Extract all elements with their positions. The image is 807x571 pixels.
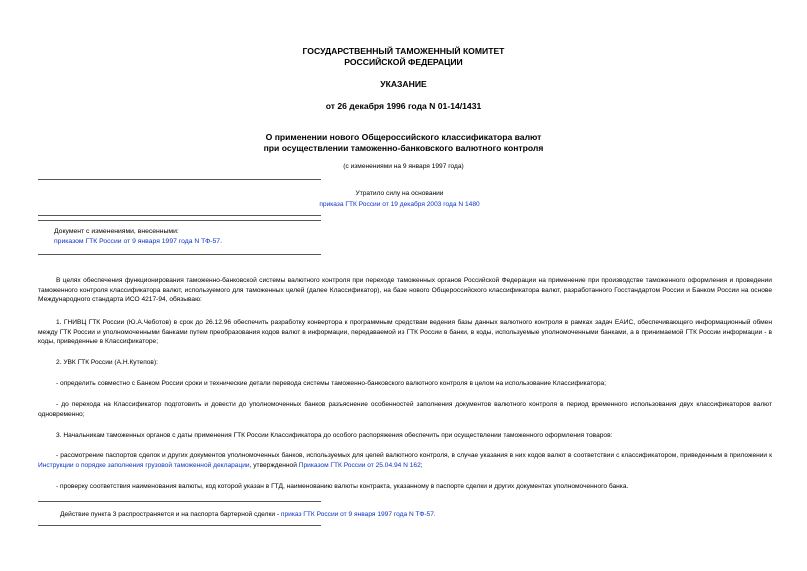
footnote bbox=[60, 510, 436, 519]
org-name-line1: ГОСУДАРСТВЕННЫЙ ТАМОЖЕННЫЙ КОМИТЕТ bbox=[302, 46, 505, 56]
item-3b-paragraph: - проверку соответствия наименования валюты, код которой указан в ГТД, наименованию валюты контракта, указанному в паспорте сделки и других документах уполномоченного банка. bbox=[56, 483, 629, 490]
document-date: от 26 декабря 1996 года N 01-14/1431 bbox=[325, 101, 482, 111]
repeal-order-link[interactable]: приказа ГТК России от 19 декабря 2003 года N 1480 bbox=[319, 201, 480, 208]
gtd-instruction-link[interactable]: Инструкции о порядке заполнения грузовой таможенной декларации bbox=[38, 461, 250, 469]
org-name-line2: РОССИЙСКОЙ ФЕДЕРАЦИИ bbox=[344, 57, 463, 67]
item-2-paragraph: 2. УВК ГТК России (А.Н.Кутепов): bbox=[56, 359, 158, 366]
item-3-paragraph: 3. Начальникам таможенных органов с даты применения ГТК России Классификатора до особого распоряжения обеспечить при осуществлении таможенного оформления товаров: bbox=[56, 432, 613, 439]
divider-rule bbox=[38, 254, 321, 255]
item-1-paragraph: 1. ГНИВЦ ГТК России (Ю.А.Чеботов) в срок до 26.12.96 обеспечить разработку конвертора к программным средствам ведения базы данных валютного контроля в рамках задач ЕАИС, обеспечивающего информационный обмен между ГТК России и уполномоченными банками путем преобразования кодов валют в информации, передаваемой из ГТК России в банки, в коды, используемые уполномоченными банками, а в принимаемой ГТК России информации - в коды, приведенные в Классификаторе; bbox=[38, 319, 772, 345]
changes-order-link[interactable]: приказом ГТК России от 9 января 1997 года N ТФ-57. bbox=[54, 238, 222, 245]
item-3a-text-end: ; bbox=[420, 461, 423, 469]
changes-note-text: Документ с изменениями, внесенными: bbox=[54, 228, 179, 235]
intro-paragraph: В целях обеспечения функционирования таможенно-банковской системы валютного контроля при переходе таможенных органов Российской Федерации на применение при производстве таможенного оформления и проведении таможенного контроля классификатора валют, используемого для таможенных целей (далее Классификатор), на базе нового Общероссийского классификатора валют, разработанного Госстандартом России и Банком России на основе Международного стандарта ИСО 4217-94, обязываю: bbox=[38, 277, 772, 303]
item-3a-text-start: - рассмотрение паспортов сделок и других документов уполномоченных банков, используемых для целей валютного контроля, в случае указания в них кодов валют в соответствии с классификатором, приведенным в приложении к bbox=[56, 452, 772, 459]
amendments-note: (с изменениями на 9 января 1997 года) bbox=[343, 163, 464, 170]
item-2b-paragraph: - до перехода на Классификатор подготовить и довести до уполномоченных банков разъяснение особенностей заполнения документов валютного контроля в период временного использования двух классификаторов валют одновременно; bbox=[38, 401, 772, 418]
document-title-line1: О применении нового Общероссийского классификатора валют bbox=[265, 132, 542, 142]
document-type: УКАЗАНИЕ bbox=[380, 79, 427, 89]
item-3a-paragraph bbox=[38, 451, 772, 470]
divider-rule bbox=[38, 525, 321, 526]
item-2a-paragraph: - определить совместно с Банком России сроки и технические детали перевода системы таможенно-банковского валютного контроля в целом на использование Классификатора; bbox=[56, 380, 606, 387]
document-title-line2: при осуществлении таможенно-банковского валютного контроля bbox=[263, 143, 544, 153]
divider-rule bbox=[38, 215, 321, 216]
repeal-text: Утратило силу на основании bbox=[355, 190, 444, 197]
divider-rule bbox=[38, 179, 321, 180]
footnote-order-link[interactable]: приказ ГТК России от 9 января 1997 года N ТФ-57. bbox=[280, 511, 436, 518]
divider-rule bbox=[38, 220, 321, 221]
gtk-order-162-link[interactable]: Приказом ГТК России от 25.04.94 N 162 bbox=[298, 461, 421, 469]
footnote-text: Действие пункта 3 распространяется и на паспорта бартерной сделки - bbox=[60, 511, 281, 518]
item-3a-text-mid: , утвержденной bbox=[249, 461, 299, 469]
divider-rule bbox=[38, 501, 321, 502]
